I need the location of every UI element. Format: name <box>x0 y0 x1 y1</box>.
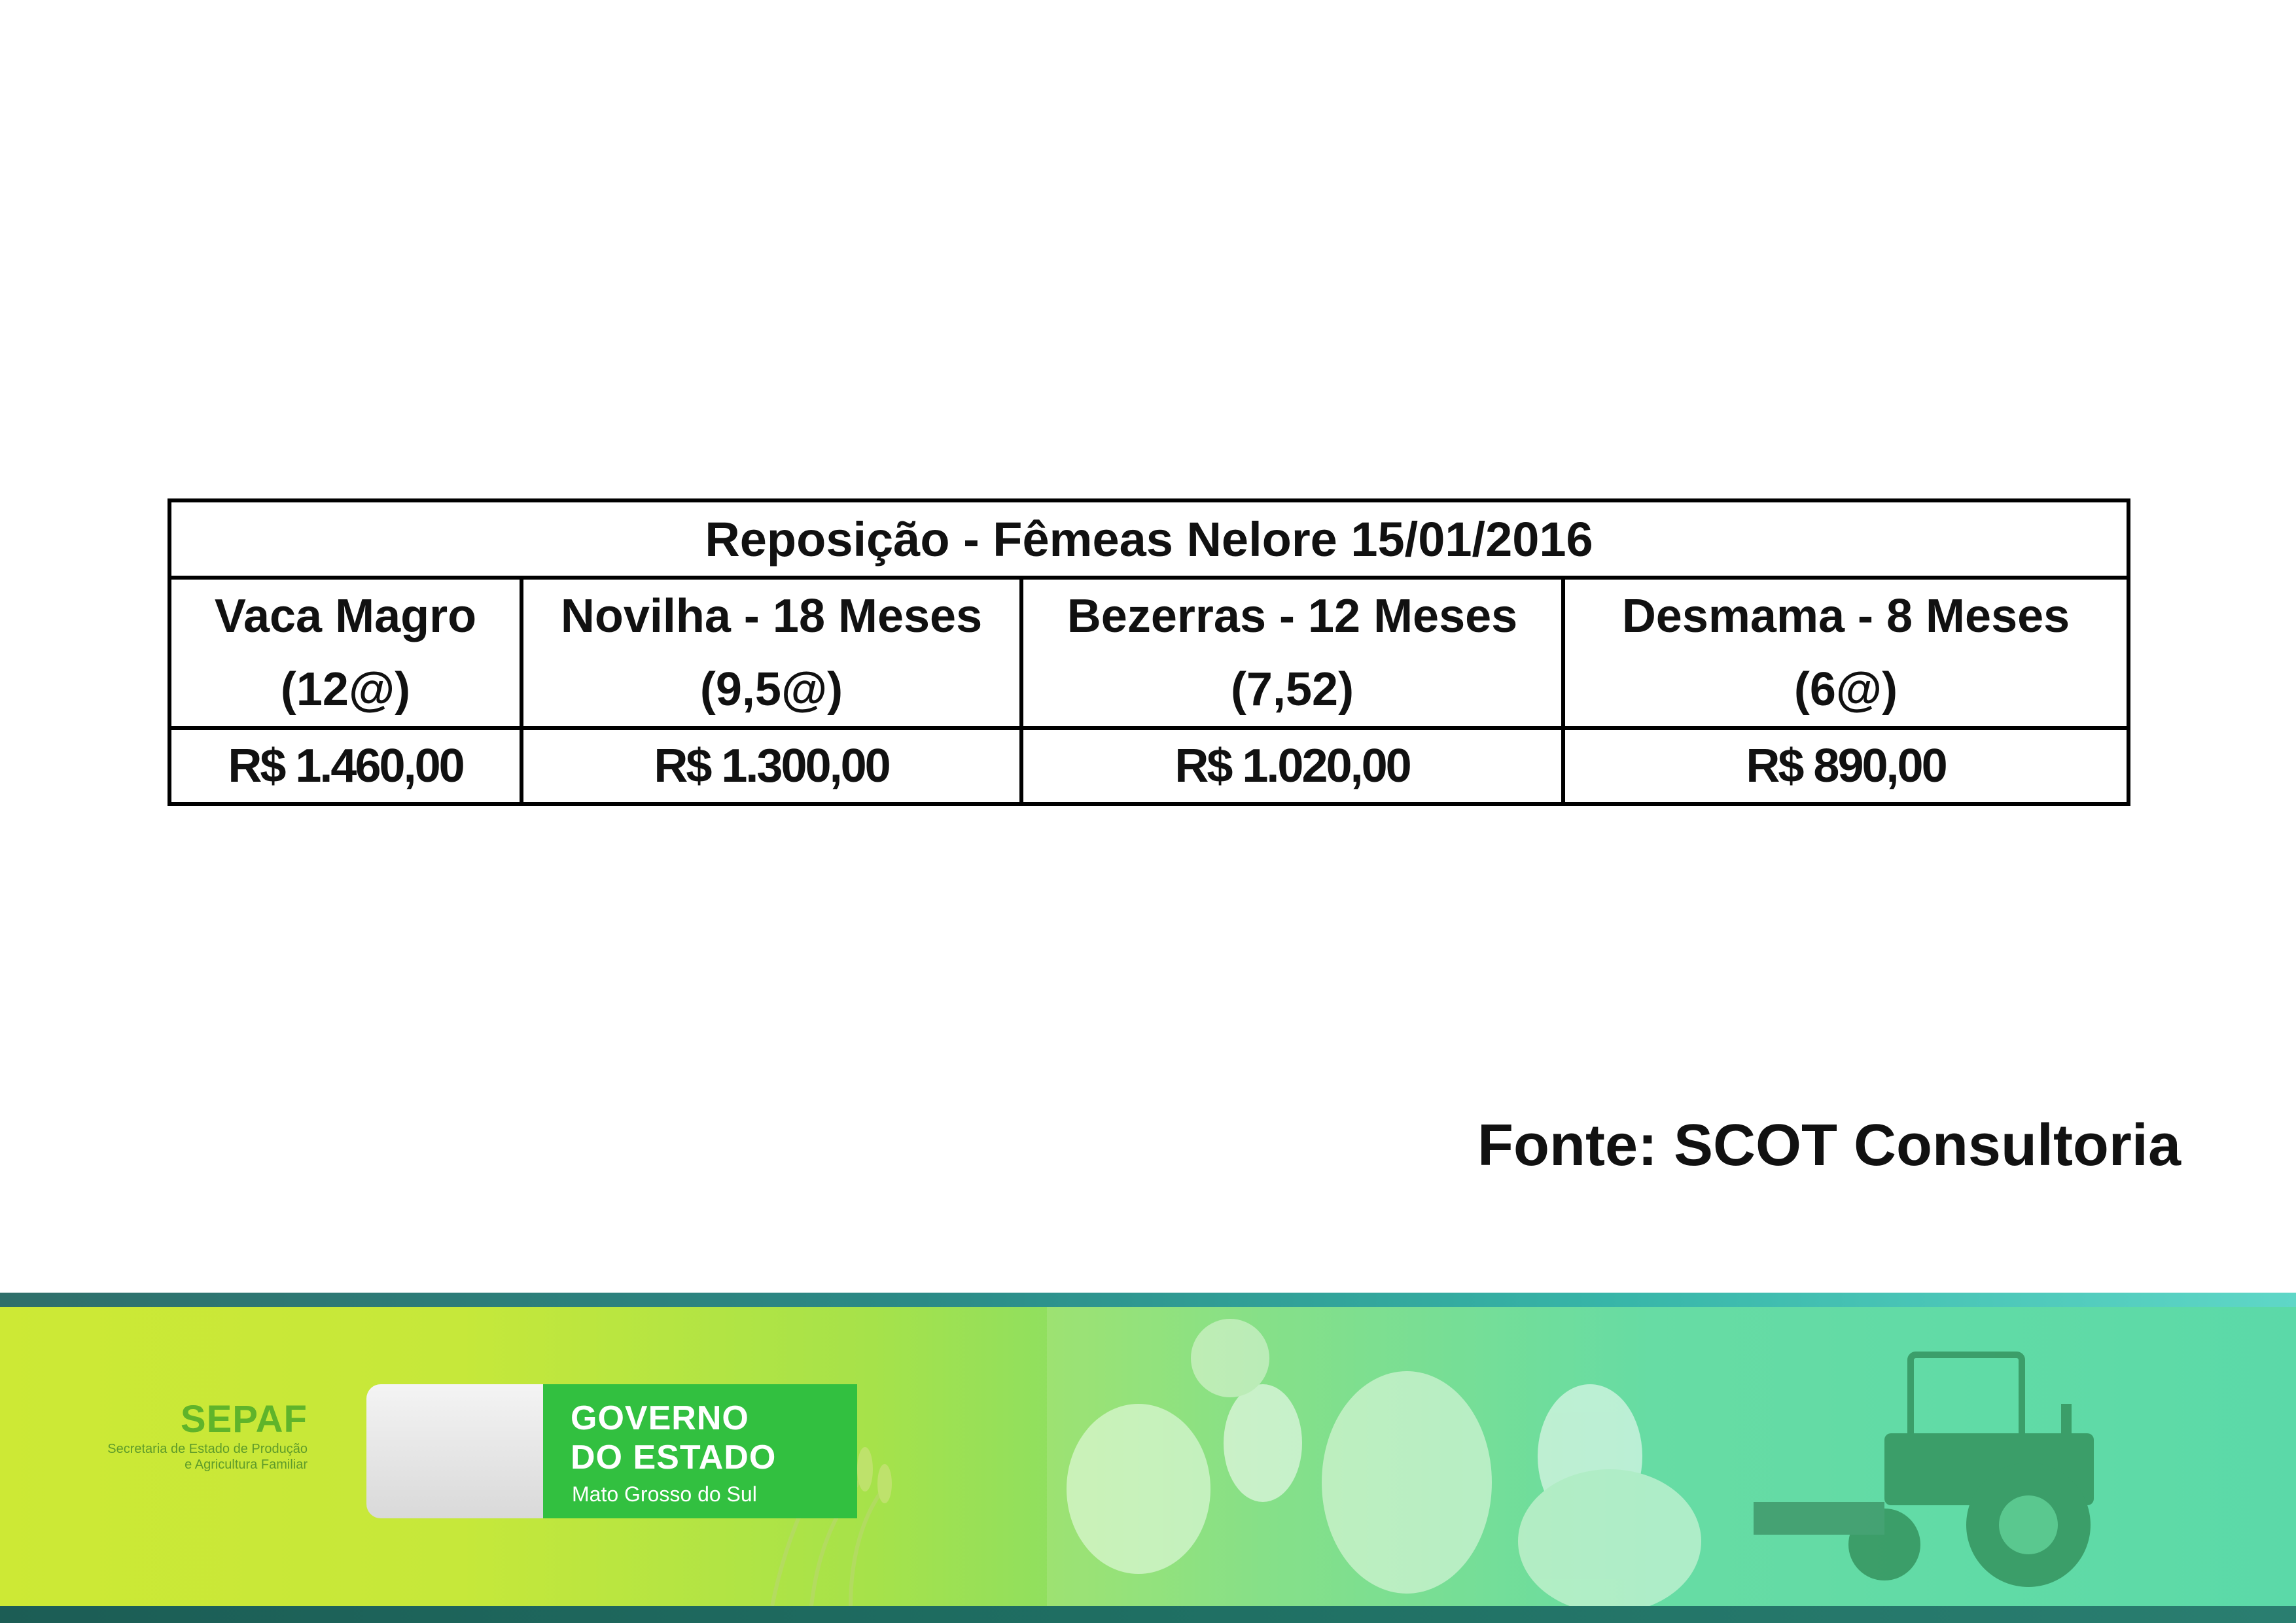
banner-art <box>0 1293 2296 1623</box>
column-name: Vaca Magro <box>214 590 477 642</box>
price-cell: R$ 1.300,00 <box>521 728 1021 804</box>
column-weight: (9,5@) <box>699 663 843 716</box>
column-name: Novilha - 18 Meses <box>560 590 983 642</box>
government-line2: DO ESTADO <box>571 1439 777 1476</box>
table-title-row <box>169 500 2128 578</box>
sepaf-logo <box>20 1397 308 1473</box>
government-logo <box>543 1384 857 1518</box>
crest-panel <box>366 1384 543 1518</box>
column-name: Desmama - 8 Meses <box>1621 590 2070 642</box>
table-row <box>169 728 2128 804</box>
sepaf-subtitle-line2: e Agricultura Familiar <box>185 1457 308 1472</box>
column-weight: (12@) <box>280 663 411 716</box>
column-name: Bezerras - 12 Meses <box>1067 590 1518 642</box>
footer-banner <box>0 1293 2296 1623</box>
government-line1: GOVERNO <box>571 1399 749 1437</box>
sepaf-subtitle-line1: Secretaria de Estado de Produção <box>107 1442 308 1456</box>
column-weight: (6@) <box>1793 663 1898 716</box>
price-cell: R$ 890,00 <box>1563 728 2128 804</box>
column-header <box>1021 578 1563 728</box>
column-header <box>1563 578 2128 728</box>
table-header-row <box>169 578 2128 728</box>
government-state: Mato Grosso do Sul <box>572 1482 757 1506</box>
sepaf-name: SEPAF <box>180 1398 308 1440</box>
banner-bottom-stripe <box>0 1606 2296 1623</box>
table-title: Reposição - Fêmeas Nelore 15/01/2016 <box>169 500 2128 578</box>
column-weight: (7,52) <box>1230 663 1354 716</box>
column-header <box>521 578 1021 728</box>
source-note: Fonte: SCOT Consultoria <box>1477 1113 2181 1178</box>
price-table <box>168 498 2130 806</box>
price-cell: R$ 1.020,00 <box>1021 728 1563 804</box>
column-header <box>169 578 521 728</box>
price-cell: R$ 1.460,00 <box>169 728 521 804</box>
